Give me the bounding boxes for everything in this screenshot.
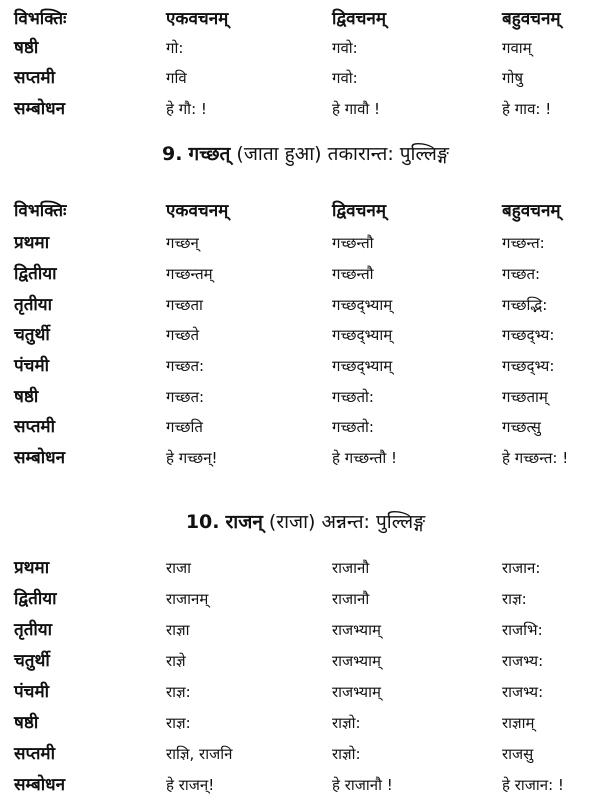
section-type: अन्नन्त: पुल्लिङ्ग bbox=[321, 511, 426, 533]
dual-form: राजभ्याम् bbox=[332, 683, 381, 701]
case-name: प्रथमा bbox=[14, 233, 50, 253]
dual-form: गच्छन्तौ bbox=[332, 265, 374, 283]
singular-form: गच्छते bbox=[166, 326, 200, 344]
singular-form: हे गच्छन्! bbox=[166, 449, 218, 467]
case-name: सप्तमी bbox=[14, 68, 55, 88]
singular-form: राजानम् bbox=[166, 590, 209, 608]
dual-form: गच्छद्भ्याम् bbox=[332, 326, 393, 344]
table-row bbox=[0, 584, 611, 614]
singular-form: राज्ञा bbox=[166, 621, 190, 639]
dual-form: हे राजानौ ! bbox=[332, 776, 393, 794]
table-row bbox=[0, 259, 611, 289]
case-name: सप्तमी bbox=[14, 417, 55, 437]
plural-form: राज्ञाम् bbox=[502, 714, 535, 732]
plural-form: गच्छताम् bbox=[502, 388, 548, 406]
plural-form: राजभ्य: bbox=[502, 683, 544, 701]
singular-form: राज्ञ: bbox=[166, 683, 191, 701]
case-name: तृतीया bbox=[14, 620, 53, 640]
table-row bbox=[0, 33, 611, 63]
plural-form: राज्ञ: bbox=[502, 590, 527, 608]
singular-form: गच्छन् bbox=[166, 234, 199, 252]
case-name: चतुर्थी bbox=[14, 325, 50, 345]
case-name: सम्बोधन bbox=[14, 775, 66, 795]
plural-form: गच्छद्भ्य: bbox=[502, 357, 555, 375]
section-number: 9. bbox=[162, 143, 183, 165]
case-name: द्वितीया bbox=[14, 264, 57, 284]
singular-form: राजा bbox=[166, 559, 192, 577]
dual-form: राज्ञो: bbox=[332, 745, 361, 763]
section-word: राजन् bbox=[225, 511, 263, 533]
singular-form: हे राजन्! bbox=[166, 776, 215, 794]
section-meaning: (जाता हुआ) bbox=[236, 143, 322, 165]
dual-form: राजभ्याम् bbox=[332, 621, 381, 639]
header-case: विभक्तिः bbox=[14, 9, 67, 29]
singular-form: गच्छत: bbox=[166, 388, 205, 406]
table-row bbox=[0, 739, 611, 769]
header-plural: बहुवचनम् bbox=[502, 9, 561, 29]
case-name: द्वितीया bbox=[14, 589, 57, 609]
plural-form: हे राजान: ! bbox=[502, 776, 564, 794]
table-row bbox=[0, 677, 611, 707]
case-name: षष्ठी bbox=[14, 38, 39, 58]
dual-form: राजभ्याम् bbox=[332, 652, 381, 670]
section-meaning: (राजा) bbox=[268, 511, 316, 533]
table-row bbox=[0, 320, 611, 350]
plural-form: गच्छद्भि: bbox=[502, 296, 548, 314]
case-name: पंचमी bbox=[14, 356, 50, 376]
case-name: प्रथमा bbox=[14, 558, 50, 578]
dual-form: राज्ञो: bbox=[332, 714, 361, 732]
dual-form: राजानौ bbox=[332, 559, 370, 577]
dual-form: हे गच्छन्तौ ! bbox=[332, 449, 398, 467]
table-header-row bbox=[0, 4, 611, 34]
section-heading-9 bbox=[0, 137, 611, 171]
section-heading-10 bbox=[0, 505, 611, 539]
singular-form: राज्ञ: bbox=[166, 714, 191, 732]
case-name: सम्बोधन bbox=[14, 99, 66, 119]
plural-form: गच्छद्भ्य: bbox=[502, 326, 555, 344]
dual-form: गच्छतो: bbox=[332, 418, 374, 436]
case-name: चतुर्थी bbox=[14, 651, 50, 671]
header-singular: एकवचनम् bbox=[166, 201, 229, 221]
dual-form: गच्छद्भ्याम् bbox=[332, 357, 393, 375]
table-row bbox=[0, 646, 611, 676]
header-dual: द्विवचनम् bbox=[332, 9, 387, 29]
plural-form: गच्छत: bbox=[502, 265, 541, 283]
plural-form: राजसु bbox=[502, 745, 534, 763]
singular-form: गच्छत: bbox=[166, 357, 205, 375]
singular-form: गच्छति bbox=[166, 418, 203, 436]
plural-form: गच्छत्सु bbox=[502, 418, 541, 436]
singular-form: हे गौ: ! bbox=[166, 100, 207, 118]
section-type: तकारान्त: पुल्लिङ्ग bbox=[327, 143, 449, 165]
dual-form: हे गावौ ! bbox=[332, 100, 381, 118]
singular-form: गो: bbox=[166, 39, 184, 57]
table-row bbox=[0, 382, 611, 412]
singular-form: राज्ञे bbox=[166, 652, 186, 670]
section-number: 10. bbox=[185, 511, 220, 533]
plural-form: गच्छन्त: bbox=[502, 234, 545, 252]
singular-form: राज्ञि, राजनि bbox=[166, 745, 233, 763]
table-row bbox=[0, 63, 611, 93]
table-row bbox=[0, 770, 611, 800]
table-row bbox=[0, 708, 611, 738]
singular-form: गच्छता bbox=[166, 296, 203, 314]
dual-form: गच्छतो: bbox=[332, 388, 374, 406]
table-row bbox=[0, 553, 611, 583]
dual-form: गच्छन्तौ bbox=[332, 234, 374, 252]
singular-form: गवि bbox=[166, 69, 187, 87]
table-row bbox=[0, 412, 611, 442]
section-word: गच्छत् bbox=[188, 143, 231, 165]
case-name: षष्ठी bbox=[14, 713, 39, 733]
plural-form: हे गाव: ! bbox=[502, 100, 552, 118]
dual-form: राजानौ bbox=[332, 590, 370, 608]
header-case: विभक्तिः bbox=[14, 201, 67, 221]
table-row bbox=[0, 228, 611, 258]
dual-form: गवो: bbox=[332, 69, 358, 87]
plural-form: गोषु bbox=[502, 69, 524, 87]
plural-form: राजान: bbox=[502, 559, 541, 577]
singular-form: गच्छन्तम् bbox=[166, 265, 213, 283]
table-row bbox=[0, 290, 611, 320]
case-name: षष्ठी bbox=[14, 387, 39, 407]
table-header-row bbox=[0, 196, 611, 226]
case-name: सप्तमी bbox=[14, 744, 55, 764]
case-name: सम्बोधन bbox=[14, 448, 66, 468]
plural-form: गवाम् bbox=[502, 39, 532, 57]
header-dual: द्विवचनम् bbox=[332, 201, 387, 221]
table-row bbox=[0, 615, 611, 645]
dual-form: गवो: bbox=[332, 39, 358, 57]
plural-form: राजभ्य: bbox=[502, 652, 544, 670]
dual-form: गच्छद्भ्याम् bbox=[332, 296, 393, 314]
table-row bbox=[0, 94, 611, 124]
header-singular: एकवचनम् bbox=[166, 9, 229, 29]
case-name: तृतीया bbox=[14, 295, 53, 315]
table-row bbox=[0, 443, 611, 473]
plural-form: राजभि: bbox=[502, 621, 543, 639]
plural-form: हे गच्छन्त: ! bbox=[502, 449, 569, 467]
table-row bbox=[0, 351, 611, 381]
header-plural: बहुवचनम् bbox=[502, 201, 561, 221]
case-name: पंचमी bbox=[14, 682, 50, 702]
